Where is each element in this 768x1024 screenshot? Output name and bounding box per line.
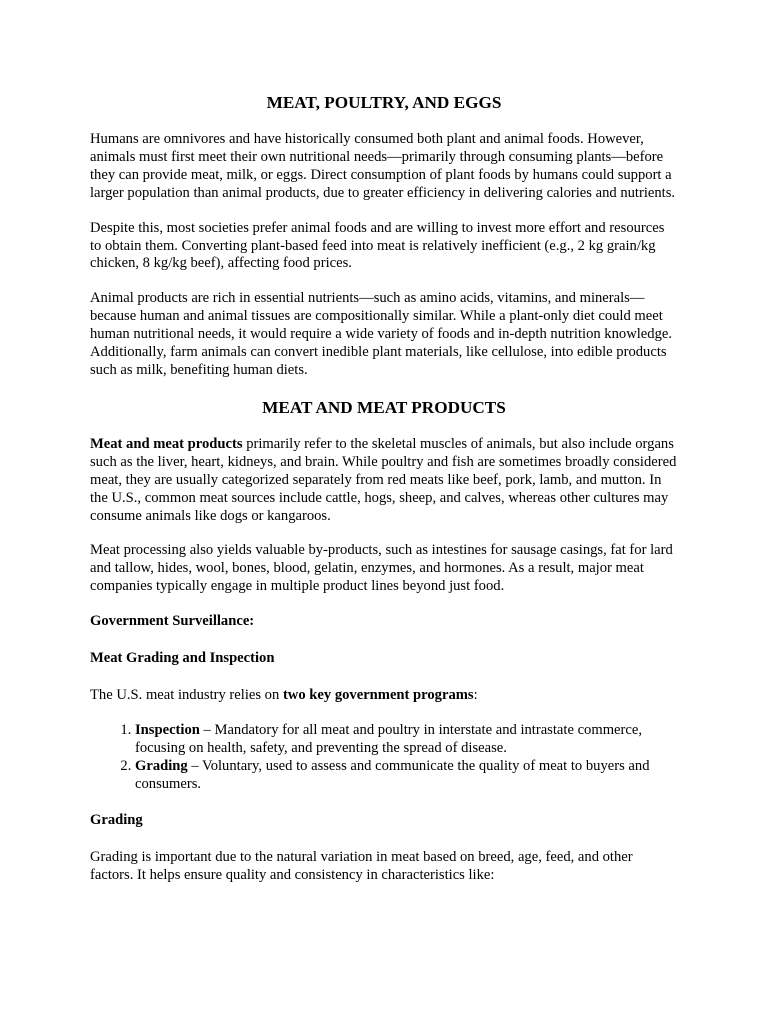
subhead-grading: Grading (90, 812, 143, 829)
intro-paragraph-1: Humans are omnivores and have historically consumed both plant and animal foods. However, animals must first meet their own nutritional needs—primarily through consuming plants—before they can provide meat, milk, or eggs. Direct consumption of plant foods by humans could support a larger population than animal products, due to greater efficiency in delivering calories and nutrients. (90, 131, 676, 201)
list-item (135, 722, 678, 758)
programs-intro-text: The U.S. meat industry relies on (90, 686, 283, 703)
intro-paragraph-2: Despite this, most societies prefer animal foods and are willing to invest more effort and resources to obtain them. Converting plant-based feed into meat is relatively inefficient (e.g., 2 kg grain/kg chicken, 8 kg/kg beef), affecting food prices. (90, 219, 665, 272)
list-item-description: – Mandatory for all meat and poultry in interstate and intrastate commerce, focusing on health, safety, and preventing the spread of disease. (135, 721, 642, 756)
meat-definition-text: primarily refer to the skeletal muscles of animals, but also include organs such as the liver, heart, kidneys, and brain. While poultry and fish are sometimes broadly considered meat, they are usually categorized separately from red meats like beef, pork, lamb, and mutton. In the U.S., common meat sources include cattle, hogs, sheep, and calves, whereas other cultures may consume animals like dogs or kangaroos. (90, 435, 677, 524)
document-title: MEAT, POULTRY, AND EGGS (266, 93, 502, 112)
meat-definition-paragraph (90, 436, 678, 526)
list-item-term: Grading (135, 757, 188, 774)
subhead-government-surveillance: Government Surveillance: (90, 613, 255, 630)
programs-list (90, 722, 678, 794)
programs-intro-colon: : (473, 686, 478, 703)
byproducts-paragraph: Meat processing also yields valuable by-products, such as intestines for sausage casings, fat for lard and tallow, hides, wool, bones, blood, gelatin, enzymes, and hormones. As a result, major meat companies typically engage in multiple product lines beyond just food. (90, 542, 673, 595)
list-item (135, 758, 678, 794)
list-item-description: – Voluntary, used to assess and communicate the quality of meat to buyers and consumers. (135, 757, 650, 792)
programs-intro (90, 687, 678, 705)
programs-intro-bold: two key government programs (282, 686, 474, 703)
subhead-grading-inspection: Meat Grading and Inspection (90, 650, 275, 667)
section-heading: MEAT AND MEAT PRODUCTS (262, 397, 506, 417)
meat-definition-term: Meat and meat products (90, 435, 243, 452)
intro-paragraph-3: Animal products are rich in essential nutrients—such as amino acids, vitamins, and minerals—because human and animal tissues are compositionally similar. While a plant-only diet could meet human nutritional needs, it would require a wide variety of foods and in-depth nutrition knowledge. Additionally, farm animals can convert inedible plant materials, like cellulose, into edible products such as milk, benefiting human diets. (90, 290, 672, 378)
grading-paragraph: Grading is important due to the natural variation in meat based on breed, age, feed, and other factors. It helps ensure quality and consistency in characteristics like: (90, 849, 633, 884)
list-item-term: Inspection (135, 721, 200, 738)
